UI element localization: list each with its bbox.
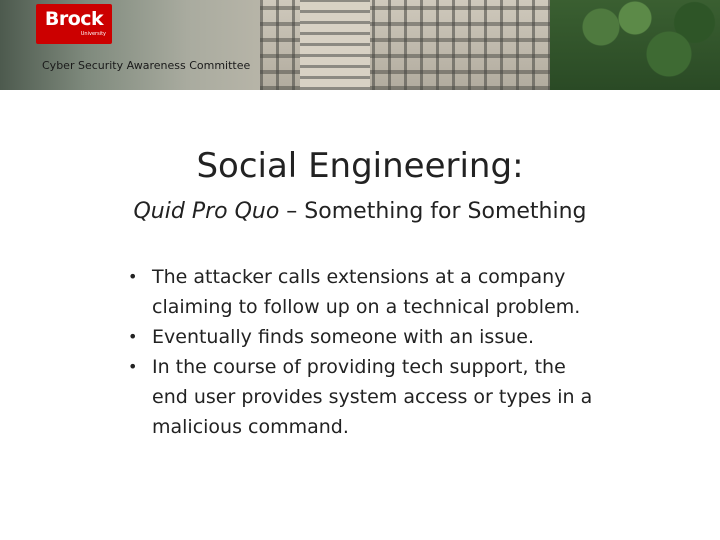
bullet-dot-icon: • (128, 357, 138, 376)
committee-label: Cyber Security Awareness Committee (42, 59, 251, 72)
building-tower-photo (300, 0, 370, 90)
logo-subtitle: University (80, 31, 106, 37)
subtitle-rest: – Something for Something (279, 199, 587, 224)
bullet-text: Eventually finds someone with an issue. (152, 326, 535, 348)
bullet-dot-icon: • (128, 267, 138, 286)
slide-title: Social Engineering: (196, 146, 524, 186)
subtitle-italic: Quid Pro Quo (133, 199, 280, 224)
bullet-text: In the course of providing tech support, the end user provides system access or types in a malicious command. (152, 356, 593, 438)
slide-subtitle (0, 199, 720, 224)
bullet-text: The attacker calls extensions at a company claiming to follow up on a technical problem. (152, 266, 581, 318)
bullet-item (124, 352, 604, 442)
brock-logo (36, 4, 112, 44)
logo-name: Brock (44, 8, 104, 30)
bullet-item (124, 262, 604, 322)
header-banner (0, 0, 720, 90)
bullet-dot-icon: • (128, 327, 138, 346)
bullet-item (124, 322, 604, 352)
trees-photo (550, 0, 720, 90)
bullet-list (124, 262, 604, 442)
